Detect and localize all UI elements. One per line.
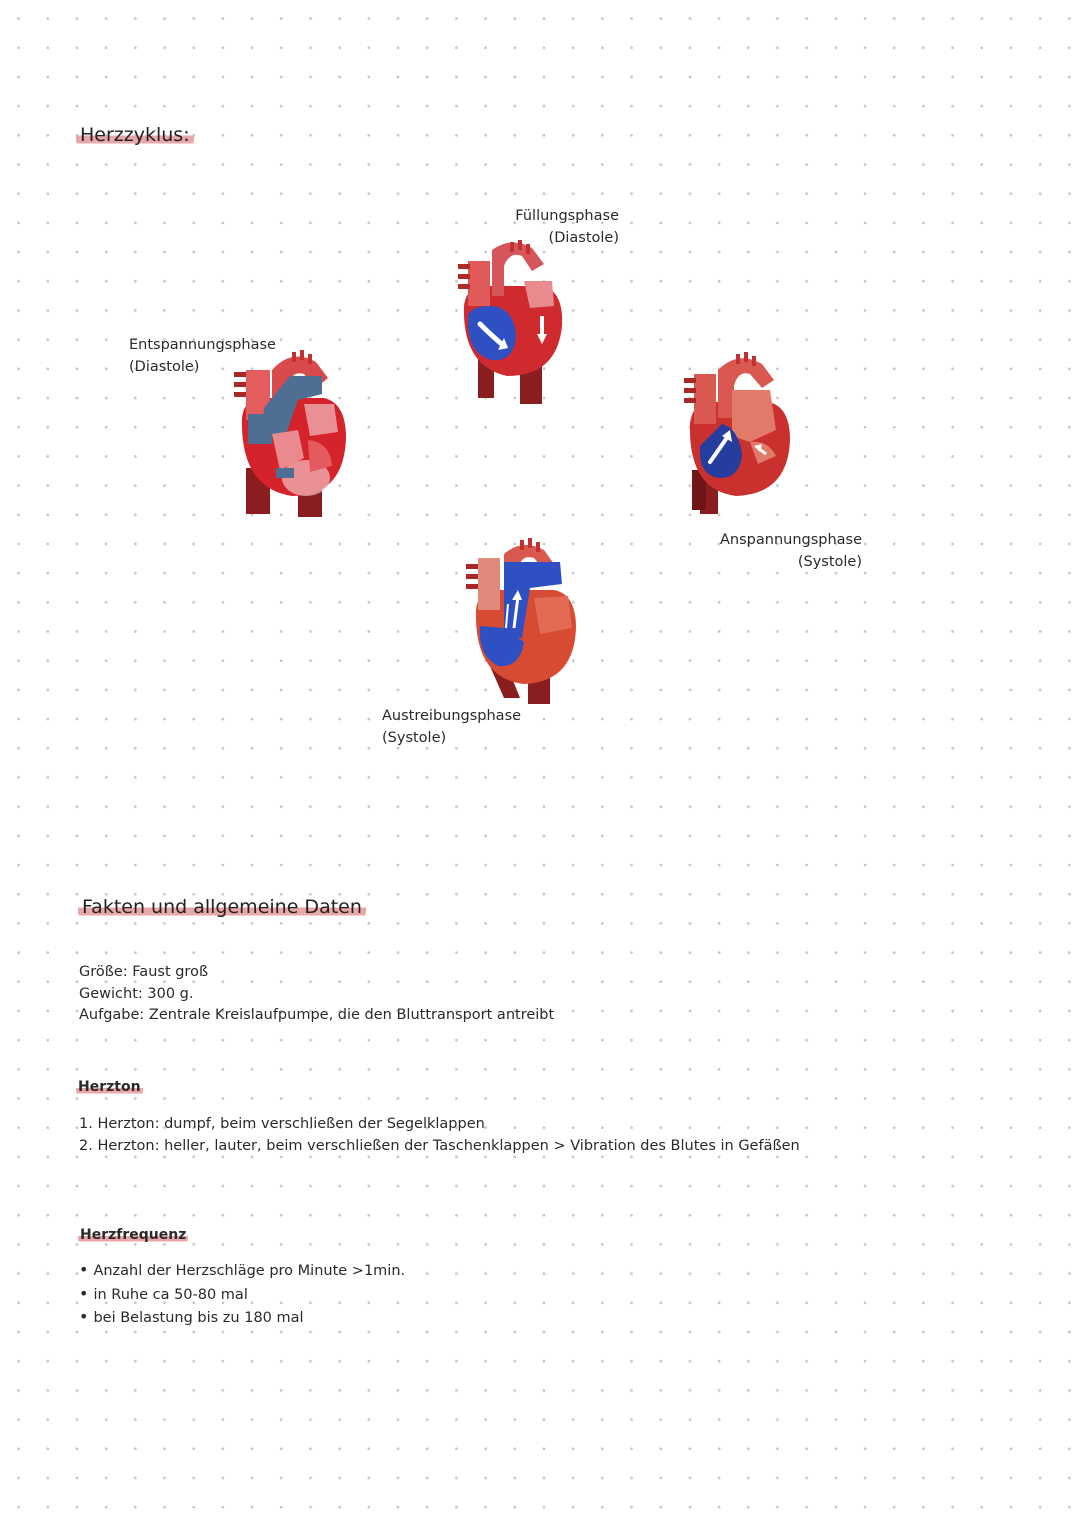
heart-illustration-austreibungsphase (464, 538, 584, 706)
phase-type: (Diastole) (129, 359, 200, 375)
section-title-herzzyklus: Herzzyklus: (76, 124, 194, 146)
phase-name: Entspannungsphase (129, 337, 276, 353)
herzton-list (79, 1114, 800, 1157)
heart-illustration-entspannungsphase (232, 348, 354, 520)
section-title-fakten: Fakten und allgemeine Daten (78, 896, 366, 918)
heart-illustration-anspannungsphase (680, 350, 798, 518)
phase-name: Füllungsphase (515, 208, 619, 224)
phase-type: (Systole) (797, 554, 862, 570)
phase-name: Austreibungsphase (382, 708, 522, 724)
list-item: 1. Herzton: dumpf, beim verschließen der Segelklappen (79, 1116, 485, 1132)
list-item: 2. Herzton: heller, lauter, beim verschließen der Taschenklappen > Vibration des Blutes in Gefäßen (79, 1137, 800, 1154)
phase-name: Anspannungsphase (720, 532, 863, 548)
phase-type: (Systole) (382, 730, 447, 746)
subsection-title-herzfrequenz: Herzfrequenz (80, 1227, 187, 1243)
list-item: • Anzahl der Herzschläge pro Minute >1min. (79, 1259, 405, 1283)
fact-size: Größe: Faust groß (79, 964, 209, 980)
herzfrequenz-list (79, 1259, 405, 1330)
fact-task: Aufgabe: Zentrale Kreislaufpumpe, die den Bluttransport antreibt (79, 1007, 555, 1023)
facts-block (79, 962, 554, 1027)
fact-weight: Gewicht: 300 g. (79, 985, 194, 1002)
subsection-title-herzton: Herzton (78, 1079, 141, 1095)
heart-illustration-fuellungsphase (452, 236, 572, 406)
label-anspannungsphase (720, 529, 862, 573)
label-austreibungsphase (382, 705, 521, 749)
phase-type: (Diastole) (548, 230, 619, 246)
list-item: • in Ruhe ca 50-80 mal (79, 1283, 405, 1307)
list-item: • bei Belastung bis zu 180 mal (79, 1306, 405, 1330)
